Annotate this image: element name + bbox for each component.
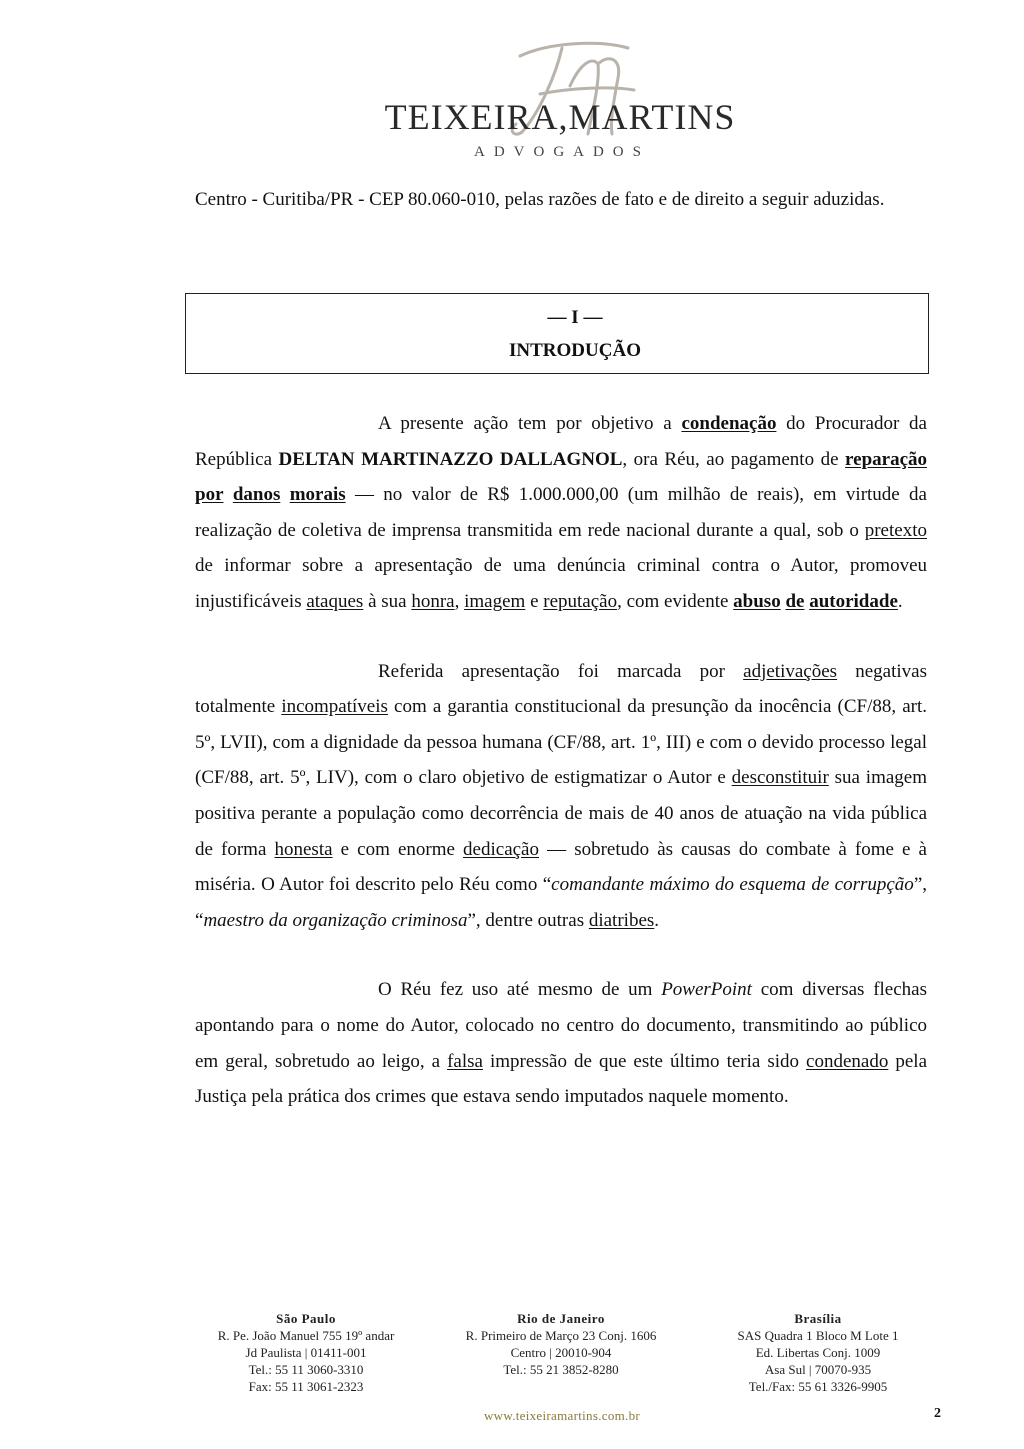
office-brasilia <box>718 1310 918 1395</box>
paragraph-1: A presente ação tem por objetivo a condenação do Procurador da República DELTAN MARTINAZZO DALLAGNOL, ora Réu, ao pagamento de reparação por danos morais — no valor de R$ 1.000.000,00 (um milhão de reais), em virtude da realização de coletiva de imprensa transmitida em rede nacional durante a qual, sob o pretexto de informar sobre a apresentação de uma denúncia criminal contra o Autor, promoveu injustificáveis ataques à sua honra, imagem e reputação, com evidente abuso de autoridade. <box>195 413 928 612</box>
letterhead <box>0 20 1024 160</box>
office-phone-fax: Tel./Fax: 55 61 3326-9905 <box>748 1379 888 1394</box>
office-fax: Fax: 55 11 3061-2323 <box>248 1379 364 1394</box>
firm-subtitle: ADVOGADOS <box>473 144 650 160</box>
office-city: São Paulo <box>276 1311 336 1326</box>
firm-name: TEIXEIRA,MARTINS <box>384 97 736 137</box>
office-district: Centro | 20010-904 <box>510 1345 612 1360</box>
office-rio-de-janeiro <box>446 1310 676 1378</box>
paragraph-3: O Réu fez uso até mesmo de um PowerPoint com diversas flechas apontando para o nome do Autor, colocado no centro do documento, transmitindo ao público em geral, sobretudo ao leigo, a falsa impressão de que este último teria sido condenado pela Justiça pela prática dos crimes que estava sendo imputados naquele momento. <box>195 979 928 1108</box>
office-district: Jd Paulista | 01411-001 <box>245 1345 367 1360</box>
office-building: Ed. Libertas Conj. 1009 <box>755 1345 881 1360</box>
section-number: — I — <box>547 307 603 328</box>
office-city: Rio de Janeiro <box>517 1311 605 1326</box>
page-number: 2 <box>934 1406 941 1421</box>
paragraph-2: Referida apresentação foi marcada por adjetivações negativas totalmente incompatíveis com a garantia constitucional da presunção da inocência (CF/88, art. 5º, LVII), com a dignidade da pessoa humana (CF/88, art. 1º, III) e com o devido processo legal (CF/88, art. 5º, LIV), com o claro objetivo de estigmatizar o Autor e desconstituir sua imagem positiva perante a população como decorrência de mais de 40 anos de atuação na vida pública de forma honesta e com enorme dedicação — sobretudo às causas do combate à fome e à miséria. O Autor foi descrito pelo Réu como “comandante máximo do esquema de corrupção”, “maestro da organização criminosa”, dentre outras diatribes. <box>195 660 927 931</box>
section-title: INTRODUÇÃO <box>509 340 641 361</box>
office-district: Asa Sul | 70070-935 <box>764 1362 872 1377</box>
footer <box>0 1310 1024 1440</box>
office-address: R. Pe. João Manuel 755 19º andar <box>217 1328 395 1343</box>
office-city: Brasília <box>794 1311 842 1326</box>
website-link[interactable]: www.teixeiramartins.com.br <box>483 1408 641 1423</box>
office-address: R. Primeiro de Março 23 Conj. 1606 <box>465 1328 657 1343</box>
office-sao-paulo <box>196 1310 416 1395</box>
section-heading-box <box>185 293 929 374</box>
body-paragraphs <box>195 406 927 1115</box>
office-phone: Tel.: 55 21 3852-8280 <box>503 1362 619 1377</box>
opening-paragraph: Centro - Curitiba/PR - CEP 80.060-010, pelas razões de fato e de direito a seguir aduzidas. <box>195 189 885 210</box>
office-phone: Tel.: 55 11 3060-3310 <box>248 1362 364 1377</box>
office-address: SAS Quadra 1 Bloco M Lote 1 <box>737 1328 899 1343</box>
opening-text <box>195 182 927 218</box>
